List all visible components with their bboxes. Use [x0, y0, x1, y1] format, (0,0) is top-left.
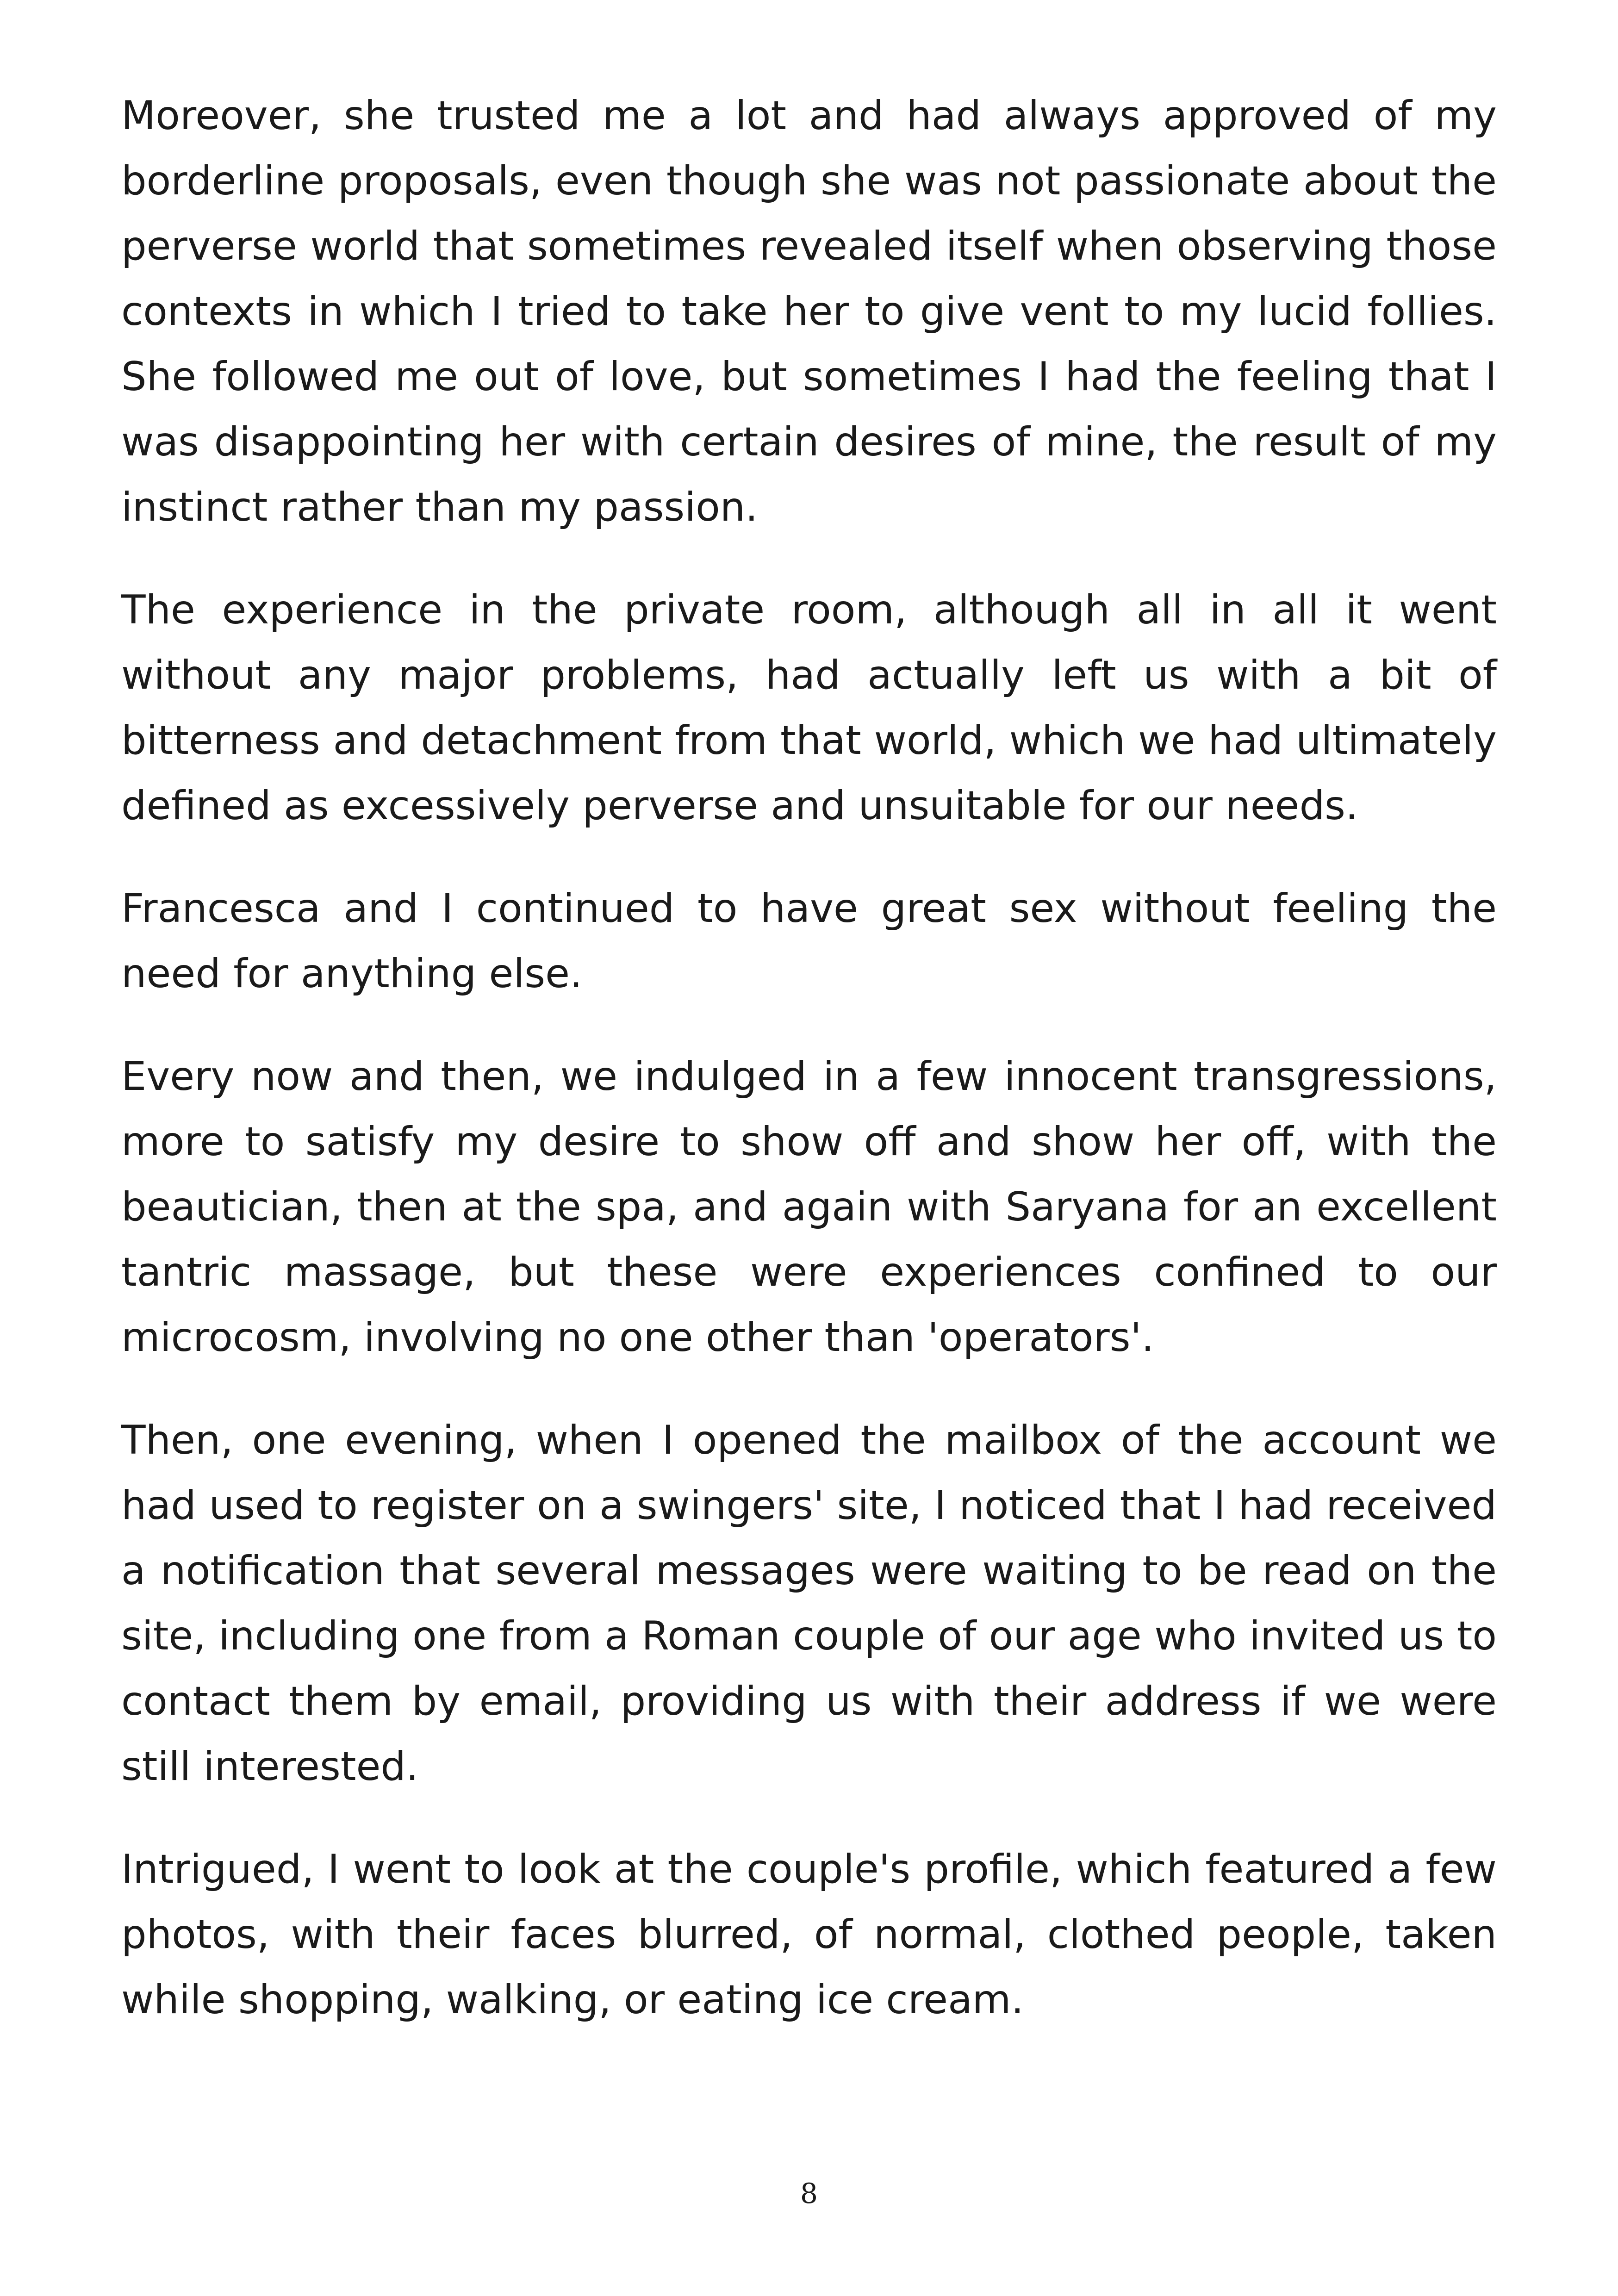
- body-text: [121, 83, 1497, 2070]
- paragraph-2: The experience in the private room, although all in all it went without any major problems, had actually left us with a bit of bitterness and detachment from that world, which we had ultimately defined as excessively perverse and unsuitable for our needs.: [121, 587, 1497, 829]
- paragraph-6: Intrigued, I went to look at the couple's profile, which featured a few photos, with their faces blurred, of normal, clothed people, taken while shopping, walking, or eating ice cream.: [121, 1846, 1497, 2023]
- paragraph-5: Then, one evening, when I opened the mailbox of the account we had used to register on a swingers' site, I noticed that I had received a notification that several messages were waiting to be read on the site, including one from a Roman couple of our age who invited us to contact them by email, providing us with their address if we were still interested.: [121, 1417, 1497, 1790]
- page-number: 8: [800, 2178, 818, 2210]
- paragraph-1: Moreover, she trusted me a lot and had always approved of my borderline proposals, even though she was not passionate about the perverse world that sometimes revealed itself when observing those contexts in which I tried to take her to give vent to my lucid follies. She followed me out of love, but sometimes I had the feeling that I was disappointing her with certain desires of mine, the result of my instinct rather than my passion.: [121, 93, 1497, 530]
- paragraph-4: Every now and then, we indulged in a few innocent transgressions, more to satisfy my desire to show off and show her off, with the beautician, then at the spa, and again with Saryana for an excellent tantric massage, but these were experiences confined to our microcosm, involving no one other than 'operators'.: [121, 1053, 1497, 1361]
- paragraph-3: Francesca and I continued to have great sex without feeling the need for anything else.: [121, 885, 1497, 997]
